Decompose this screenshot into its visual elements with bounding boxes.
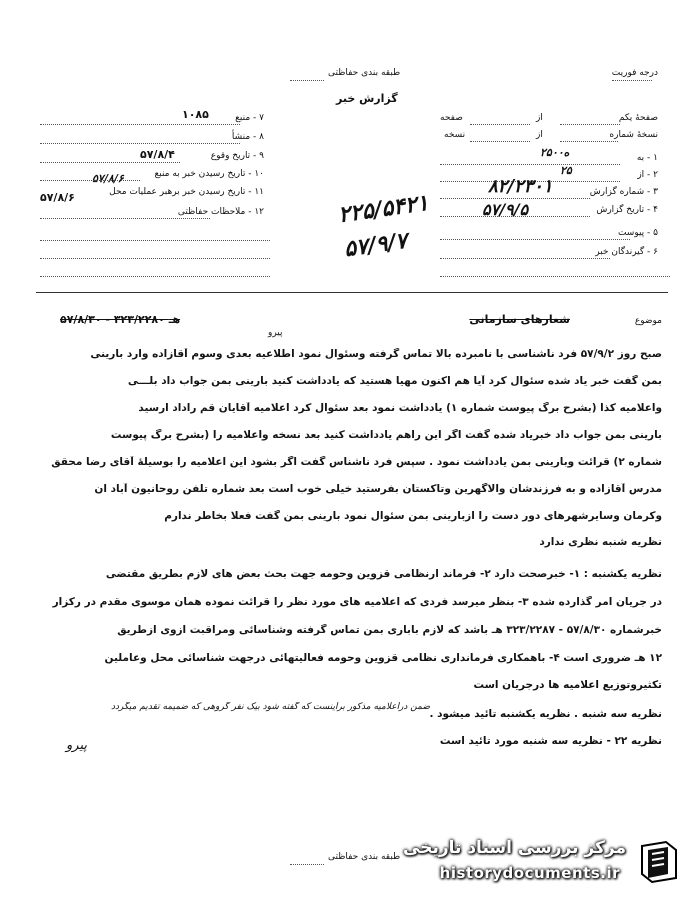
subject-value: شعارهای سازمانی — [469, 313, 570, 326]
copy-unit: نسخه — [444, 130, 466, 140]
closing-line-2: نظریه ۲۲ - نظریه سه شنبه مورد تائید است — [439, 735, 662, 747]
page-title: گزارش خبر — [336, 92, 398, 105]
body-line-7: وکرمان وسایرشهرهای دور دست را ازبارینی بمن سئوال نمود بارینی بمن گفت فعلا بخاطر ندارم — [164, 510, 662, 522]
recipients-dots-2 — [440, 276, 670, 277]
recipients-label: ۶ - گیرندگان خبر — [595, 247, 658, 257]
closing-line-1: نظریه سه شنبه . نظریه یکشنبه تائید میشود . — [429, 708, 662, 720]
body-line-4: بارینی بمن جواب داد خبریاد شده گفت اگر این راهم یادداشت کنید بعد نسخه واعلامیه را (بشرح برگ پیوست — [110, 429, 662, 441]
page-unit: صفحه — [440, 113, 463, 123]
notes-line-1 — [40, 240, 270, 241]
body-line-6: مدرس آقازاده و به فرزندشان والاگهرین وتاکستان بفرستید خیلی خوب است بعد شماره تلفن روحانیون آباد ان — [94, 483, 662, 495]
notes-line-3 — [40, 276, 270, 277]
urgency-dots — [612, 80, 652, 81]
received-by-ops-label: ۱۱ - تاریخ رسیدن خبر برهبر عملیات محل — [109, 187, 264, 197]
field-to-label: ۱ - به — [636, 153, 658, 163]
received-by-ops-value: ۵۷/۸/۶ — [40, 191, 75, 204]
field-from-label: ۲ - از — [637, 170, 658, 180]
copy-number-dots — [560, 141, 618, 142]
registration-number: ۲۲۵/۵۴۲۱ — [336, 189, 431, 229]
origin-dots — [40, 143, 240, 144]
source-dots — [40, 124, 240, 125]
attachment-label: ۵ - پیوست — [617, 228, 658, 238]
field-from-value: ۲۵ — [560, 164, 572, 177]
body-line-3: واعلامیه کذا (بشرح برگ پیوست شماره ۱) یادداشت نمود بعد سئوال کرد اعلامیه آقایان قم راداد ارسید — [138, 402, 662, 414]
watermark-banner — [0, 832, 700, 898]
copy-total-dots — [470, 141, 530, 142]
security-notes-dots — [40, 218, 210, 219]
urgency-label: درجه فوریت — [611, 68, 658, 78]
occurrence-date-label: ۹ - تاریخ وقوع — [210, 151, 264, 161]
opinion-line-2: در جریان امر گذارده شده ۳- بنظر میرسد فردی که اعلامیه های مورد نظر را قرائت نموده همان موسوی مقدم در رکزار — [52, 596, 662, 608]
copy-of-label: از — [536, 130, 543, 140]
report-date-label: ۴ - تاریخ گزارش — [596, 205, 658, 215]
copy-number-label: نسخهٔ شماره — [609, 130, 658, 140]
classification-bottom: طبقه بندی حفاظتی — [328, 852, 401, 862]
watermark-website: historydocuments.ir — [439, 864, 620, 882]
closing-handwritten-note: ضمن دراعلامیه مذکور براینست که گفته شود بیک نفر گروهی که ضمیمه تقدیم میگردد — [110, 702, 430, 712]
opinion-line-3: خبرشماره ۵۷/۸/۳۰ - ۳۲۳/۲۲۸۷ هـ باشد که لازم باباری بمن تماس گرفته وشناسائی ومراقبت ازوی ازطریق — [117, 624, 662, 636]
body-line-1: صبح روز ۵۷/۹/۲ فرد ناشناسی با نامبرده بالا تماس گرفته وسئوال نمود اطلاعیه بعدی وسوم آقازاده وارد بارینی — [90, 348, 662, 360]
source-label: ۷ - منبع — [235, 113, 264, 123]
closing-signature: پیرو — [66, 738, 87, 753]
security-notes-label: ۱۲ - ملاحظات حفاظتی — [177, 207, 264, 217]
registration-date: ۵۷/۹/۷ — [342, 227, 409, 263]
report-date-value: ۵۷/۹/۵ — [482, 200, 529, 219]
attachment-dots — [440, 239, 630, 240]
report-number-value: ۸۲/۲۳۰۱ — [488, 176, 553, 197]
report-date-dots — [440, 216, 590, 217]
body-line-2: بمن گفت خبر یاد شده سئوال کرد آیا هم اکنون مهیا هستید که یادداشت کنید بارینی بمن جواب داد بلـــی — [127, 375, 662, 387]
field-to-value: ۲۵۰۰ه — [540, 146, 570, 159]
book-logo-icon — [636, 838, 682, 884]
body-line-8: نظریه شنبه نظری ندارد — [539, 536, 662, 548]
opinion-line-4: ۱۲ هـ ضروری است ۴- باهمکاری فرمانداری نظامی قزوین وحومه فعالیتهائی درجهت شناسائی محل وعاملین — [104, 652, 662, 664]
occurrence-date-dots — [40, 162, 180, 163]
subject-label: موضوع — [634, 316, 662, 326]
page-of-label: از — [536, 113, 543, 123]
recipients-dots — [440, 258, 610, 259]
page-number-label: صفحهٔ یکم — [618, 113, 658, 123]
report-number-dots — [440, 198, 590, 199]
watermark-org-name: مرکز بررسی اسناد تاریخی — [403, 838, 626, 858]
report-number-label: ۳ - شماره گزارش — [589, 187, 658, 197]
origin-label: ۸ - منشأ — [231, 132, 264, 142]
page-number-dots — [560, 124, 620, 125]
field-to-dots — [440, 164, 620, 165]
classification-top: طبقه بندی حفاظتی — [328, 68, 401, 78]
notes-line-2 — [40, 258, 270, 259]
received-by-source-dots — [40, 180, 140, 181]
source-value: ۱۰۸۵ — [182, 108, 209, 121]
received-by-source-value: ۵۷/۸/۶ — [92, 172, 124, 185]
page-total-dots — [470, 124, 530, 125]
body-line-5: شماره ۲) قرائت وبارینی بمن یادداشت نمود . سپس فرد ناشناس گفت اگر بشود این اعلامیه را بوسیلهٔ آقای رضا محقق — [51, 456, 662, 468]
received-by-source-label: ۱۰ - تاریخ رسیدن خبر به منبع — [154, 169, 264, 179]
occurrence-date-value: ۵۷/۸/۴ — [140, 148, 175, 161]
subject-reference-note: پیرو — [268, 328, 283, 338]
opinion-line-1: نظریه یکشنبه : ۱- خبرصحت دارد ۲- فرماند ارنظامی قزوین وحومه جهت بحث بعض های لازم بطریق مقتضی — [105, 568, 662, 580]
subject-reference: ۵۷/۸/۳۰ - ۳۲۳/۲۲۸۰ هـ — [60, 313, 181, 326]
classification-dots — [290, 80, 324, 81]
opinion-line-5: تکثیروتوزیع اعلامیه ها درجریان است — [473, 679, 662, 691]
divider — [36, 292, 668, 293]
